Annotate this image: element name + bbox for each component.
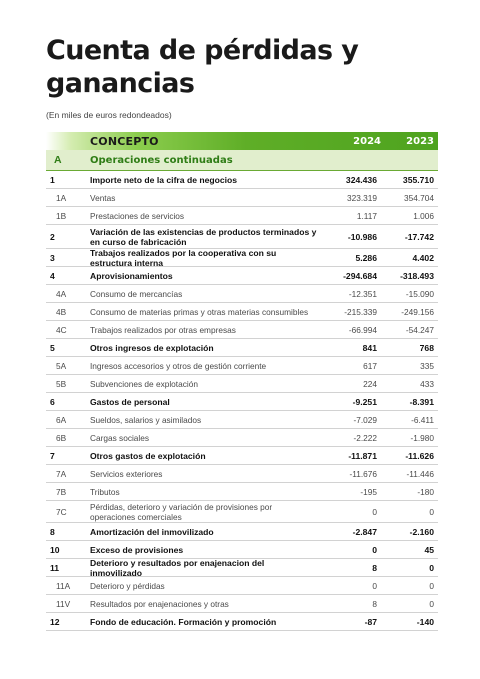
- row-code: 12: [50, 616, 60, 627]
- row-label: Cargas sociales: [90, 432, 150, 443]
- row-value-2024: 0: [372, 580, 377, 591]
- row-code: 1A: [56, 192, 67, 203]
- header-concept: CONCEPTO: [90, 134, 159, 148]
- row-value-2024: 0: [372, 544, 377, 555]
- row-value-2023: -2.160: [409, 526, 434, 537]
- row-value-2023: -15.090: [405, 288, 434, 299]
- table-row: [46, 189, 438, 207]
- row-value-2023: -318.493: [400, 270, 434, 281]
- row-code: 11: [50, 562, 60, 573]
- row-value-2023: -1.980: [410, 432, 434, 443]
- row-value-2024: -7.029: [353, 414, 377, 425]
- units-note: (En miles de euros redondeados): [46, 110, 172, 120]
- row-code: 2: [50, 231, 55, 242]
- row-code: 5: [50, 342, 55, 353]
- row-label: Otros ingresos de explotación: [90, 342, 214, 353]
- table-row: [46, 523, 438, 541]
- row-code: 4A: [56, 288, 67, 299]
- table-row: [46, 483, 438, 501]
- row-label: Aprovisionamientos: [90, 270, 173, 281]
- row-code: 4B: [56, 306, 67, 317]
- row-value-2023: -249.156: [401, 306, 434, 317]
- page-title: Cuenta de pérdidas y ganancias: [46, 35, 359, 99]
- row-code: 6: [50, 396, 55, 407]
- row-value-2024: -2.847: [352, 526, 377, 537]
- row-label: Variación de las existencias de productos terminados y en curso de fabricación: [90, 226, 317, 247]
- row-label: Fondo de educación. Formación y promoción: [90, 616, 277, 627]
- table-row: [46, 375, 438, 393]
- row-code: 7: [50, 450, 55, 461]
- row-value-2023: 45: [424, 544, 434, 555]
- row-label: Ventas: [90, 192, 116, 203]
- row-label: Subvenciones de explotación: [90, 378, 198, 389]
- row-value-2023: 1.006: [413, 210, 434, 221]
- table-row: [46, 267, 438, 285]
- table-row: [46, 613, 438, 631]
- row-code: 6A: [56, 414, 67, 425]
- row-label: Sueldos, salarios y asimilados: [90, 414, 202, 425]
- row-code: 4: [50, 270, 55, 281]
- table-row: [46, 339, 438, 357]
- row-code: 10: [50, 544, 60, 555]
- row-code: 1: [50, 174, 55, 185]
- table-row: [46, 411, 438, 429]
- row-code: 4C: [56, 324, 67, 335]
- row-code: 7C: [56, 506, 67, 517]
- table-row: [46, 393, 438, 411]
- table-row: [46, 357, 438, 375]
- row-value-2024: 617: [363, 360, 377, 371]
- table-row: [46, 447, 438, 465]
- table-body: [46, 171, 438, 631]
- row-value-2024: -87: [364, 616, 377, 627]
- table-row: [46, 225, 438, 249]
- table-row: [46, 541, 438, 559]
- row-value-2023: -17.742: [404, 231, 434, 242]
- table-row: [46, 577, 438, 595]
- table-row: [46, 429, 438, 447]
- row-value-2024: -9.251: [352, 396, 377, 407]
- table-row: [46, 595, 438, 613]
- row-value-2023: -54.247: [405, 324, 434, 335]
- section-label: Operaciones continuadas: [90, 154, 233, 166]
- table-row: [46, 303, 438, 321]
- table-row: [46, 285, 438, 303]
- row-code: 8: [50, 526, 55, 537]
- row-value-2023: 355.710: [402, 174, 434, 185]
- row-value-2023: -180: [417, 486, 434, 497]
- table-row: [46, 465, 438, 483]
- row-label: Resultados por enajenaciones y otras: [90, 598, 229, 609]
- row-code: 11V: [56, 598, 71, 609]
- row-value-2023: -8.391: [409, 396, 434, 407]
- row-value-2024: -2.222: [353, 432, 377, 443]
- table-row: [46, 321, 438, 339]
- row-value-2024: -10.986: [347, 231, 377, 242]
- row-value-2024: -294.684: [343, 270, 377, 281]
- row-code: 5A: [56, 360, 67, 371]
- row-value-2024: 8: [372, 562, 377, 573]
- row-label: Servicios exteriores: [90, 468, 163, 479]
- row-code: 5B: [56, 378, 67, 389]
- row-code: 3: [50, 252, 55, 263]
- row-value-2023: 0: [429, 506, 434, 517]
- row-label: Deterioro y pérdidas: [90, 580, 165, 591]
- row-label: Tributos: [90, 486, 120, 497]
- table-row: [46, 207, 438, 225]
- table-row: [46, 249, 438, 267]
- section-row: [46, 150, 438, 171]
- row-value-2023: 0: [429, 580, 434, 591]
- row-value-2023: 0: [429, 598, 434, 609]
- row-label: Trabajos realizados por otras empresas: [90, 324, 236, 335]
- header-year-2023: 2023: [406, 135, 434, 147]
- table-row: [46, 559, 438, 577]
- row-label: Consumo de materias primas y otras materias consumibles: [90, 306, 309, 317]
- table-row: [46, 171, 438, 189]
- row-value-2024: -215.339: [344, 306, 377, 317]
- row-label: Prestaciones de servicios: [90, 210, 185, 221]
- header-year-2024: 2024: [353, 135, 381, 147]
- row-value-2024: 1.117: [356, 210, 377, 221]
- row-label: Gastos de personal: [90, 396, 170, 407]
- row-code: 1B: [56, 210, 67, 221]
- section-code: A: [54, 154, 62, 166]
- row-code: 7B: [56, 486, 67, 497]
- row-code: 7A: [56, 468, 67, 479]
- row-value-2024: 841: [362, 342, 377, 353]
- row-value-2024: -11.871: [348, 450, 377, 461]
- row-value-2023: -6.411: [411, 414, 434, 425]
- row-value-2024: -12.351: [348, 288, 377, 299]
- row-label: Exceso de provisiones: [90, 544, 184, 555]
- row-value-2023: -11.446: [406, 468, 434, 479]
- row-value-2024: 224: [363, 378, 377, 389]
- row-value-2024: 323.319: [347, 192, 377, 203]
- row-label: Pérdidas, deterioro y variación de provisiones por operaciones comerciales: [90, 501, 273, 522]
- row-label: Ingresos accesorios y otros de gestión corriente: [90, 360, 267, 371]
- row-label: Importe neto de la cifra de negocios: [90, 174, 238, 185]
- row-code: 11A: [56, 580, 71, 591]
- row-value-2023: 4.402: [412, 252, 434, 263]
- row-value-2023: 335: [420, 360, 434, 371]
- row-value-2024: 5.286: [355, 252, 377, 263]
- row-label: Deterioro y resultados por enajenacion del inmovilizado: [90, 557, 265, 578]
- row-value-2023: -140: [416, 616, 434, 627]
- row-label: Consumo de mercancías: [90, 288, 183, 299]
- row-value-2023: 354.704: [404, 192, 434, 203]
- row-value-2024: 0: [372, 506, 377, 517]
- row-value-2023: -11.626: [405, 450, 434, 461]
- row-value-2024: 324.436: [345, 174, 377, 185]
- row-value-2023: 0: [429, 562, 434, 573]
- row-code: 6B: [56, 432, 67, 443]
- row-value-2024: 8: [372, 598, 377, 609]
- row-value-2024: -195: [360, 486, 377, 497]
- row-label: Trabajos realizados por la cooperativa con su estructura interna: [90, 247, 277, 268]
- income-statement-table: [46, 132, 438, 631]
- row-label: Amortización del inmovilizado: [90, 526, 214, 537]
- row-value-2023: 768: [419, 342, 434, 353]
- row-value-2024: -11.676: [349, 468, 377, 479]
- row-value-2024: -66.994: [348, 324, 377, 335]
- row-label: Otros gastos de explotación: [90, 450, 206, 461]
- table-header: [46, 132, 438, 150]
- row-value-2023: 433: [420, 378, 434, 389]
- table-row: [46, 501, 438, 523]
